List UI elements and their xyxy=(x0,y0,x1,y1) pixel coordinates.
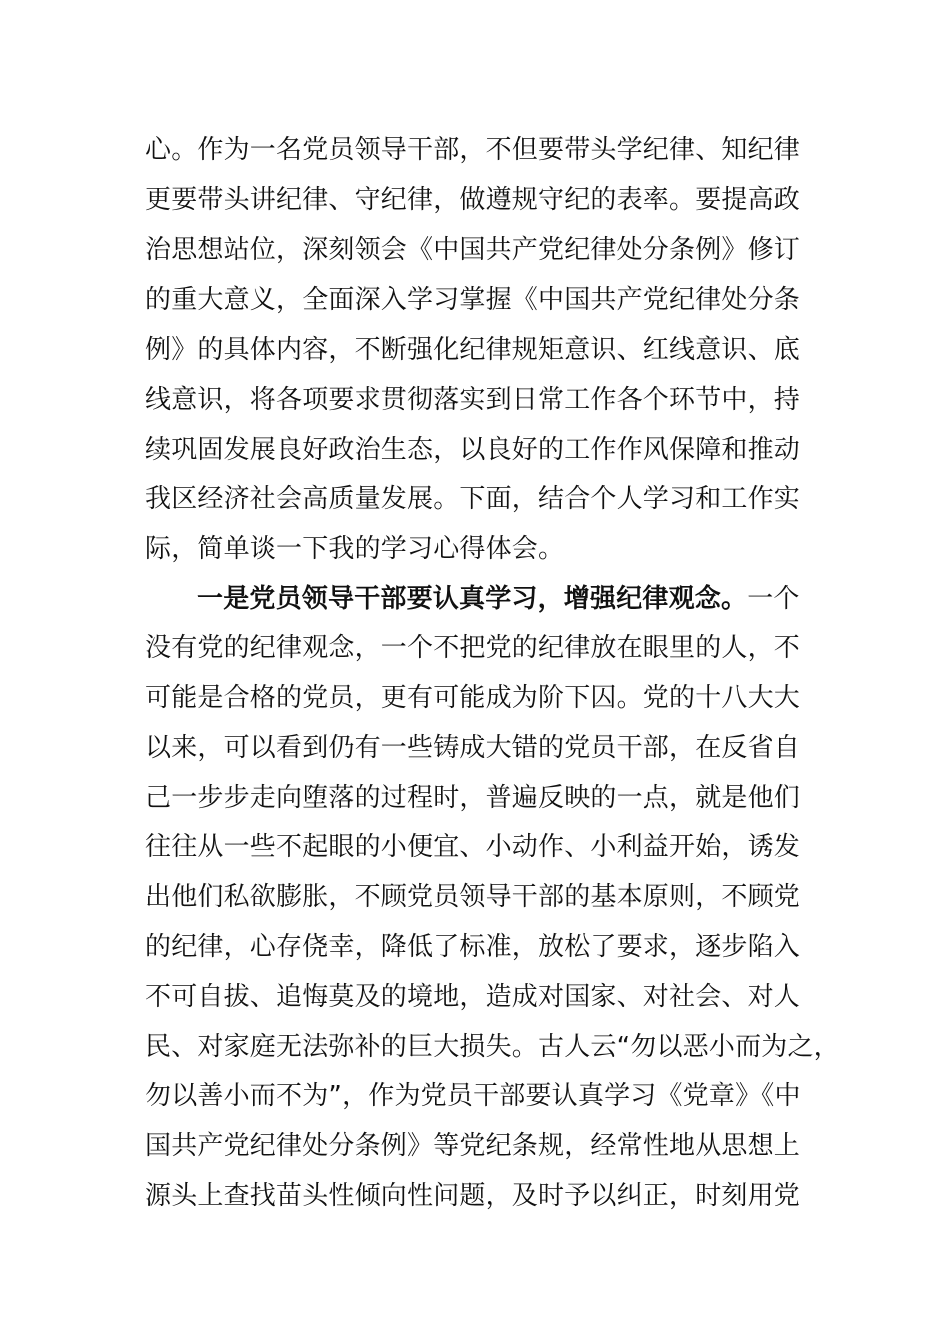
paragraph-2-heading: 一是党员领导干部要认真学习，增强纪律观念。 xyxy=(197,584,748,614)
text-line: 的纪律，心存侥幸，降低了标准，放松了要求，逐步陷入 xyxy=(145,932,801,962)
text-line: 际，简单谈一下我的学习心得体会。 xyxy=(145,534,565,564)
text-line: 续巩固发展良好政治生态，以良好的工作作风保障和推动 xyxy=(145,435,801,465)
text-line: 源头上查找苗头性倾向性问题，及时予以纠正，时刻用党 xyxy=(145,1181,801,1211)
text-line: 可能是合格的党员，更有可能成为阶下囚。党的十八大大 xyxy=(145,683,801,713)
text-line: 国共产党纪律处分条例》等党纪条规，经常性地从思想上 xyxy=(145,1131,801,1161)
text-line: 己一步步走向堕落的过程时，普遍反映的一点，就是他们 xyxy=(145,783,801,813)
text-line: 民、对家庭无法弥补的巨大损失。古人云“勿以恶小而为之， xyxy=(145,1032,840,1062)
text-line: 不可自拔、追悔莫及的境地，造成对国家、对社会、对人 xyxy=(145,982,801,1012)
text-line: 以来，可以看到仍有一些铸成大错的党员干部，在反省自 xyxy=(145,733,801,763)
text-line: 勿以善小而不为”，作为党员干部要认真学习《党章》《中 xyxy=(145,1081,801,1111)
text-line: 例》的具体内容，不断强化纪律规矩意识、红线意识、底 xyxy=(145,335,801,365)
text-line: 更要带头讲纪律、守纪律，做遵规守纪的表率。要提高政 xyxy=(145,185,801,215)
text-line: 心。作为一名党员领导干部，不但要带头学纪律、知纪律 xyxy=(145,135,801,165)
text-line: 的重大意义，全面深入学习掌握《中国共产党纪律处分条 xyxy=(145,285,801,315)
paragraph-2-first-line xyxy=(197,579,800,619)
text-line: 没有党的纪律观念，一个不把党的纪律放在眼里的人，不 xyxy=(145,633,801,663)
text-line: 出他们私欲膨胀，不顾党员领导干部的基本原则，不顾党 xyxy=(145,882,801,912)
text-line: 治思想站位，深刻领会《中国共产党纪律处分条例》修订 xyxy=(145,235,801,265)
text-line: 往往从一些不起眼的小便宜、小动作、小利益开始，诱发 xyxy=(145,832,801,862)
text-line: 我区经济社会高质量发展。下面，结合个人学习和工作实 xyxy=(145,484,801,514)
paragraph-2-first-line-rest: 一个 xyxy=(747,584,800,614)
text-line: 线意识，将各项要求贯彻落实到日常工作各个环节中，持 xyxy=(145,385,801,415)
